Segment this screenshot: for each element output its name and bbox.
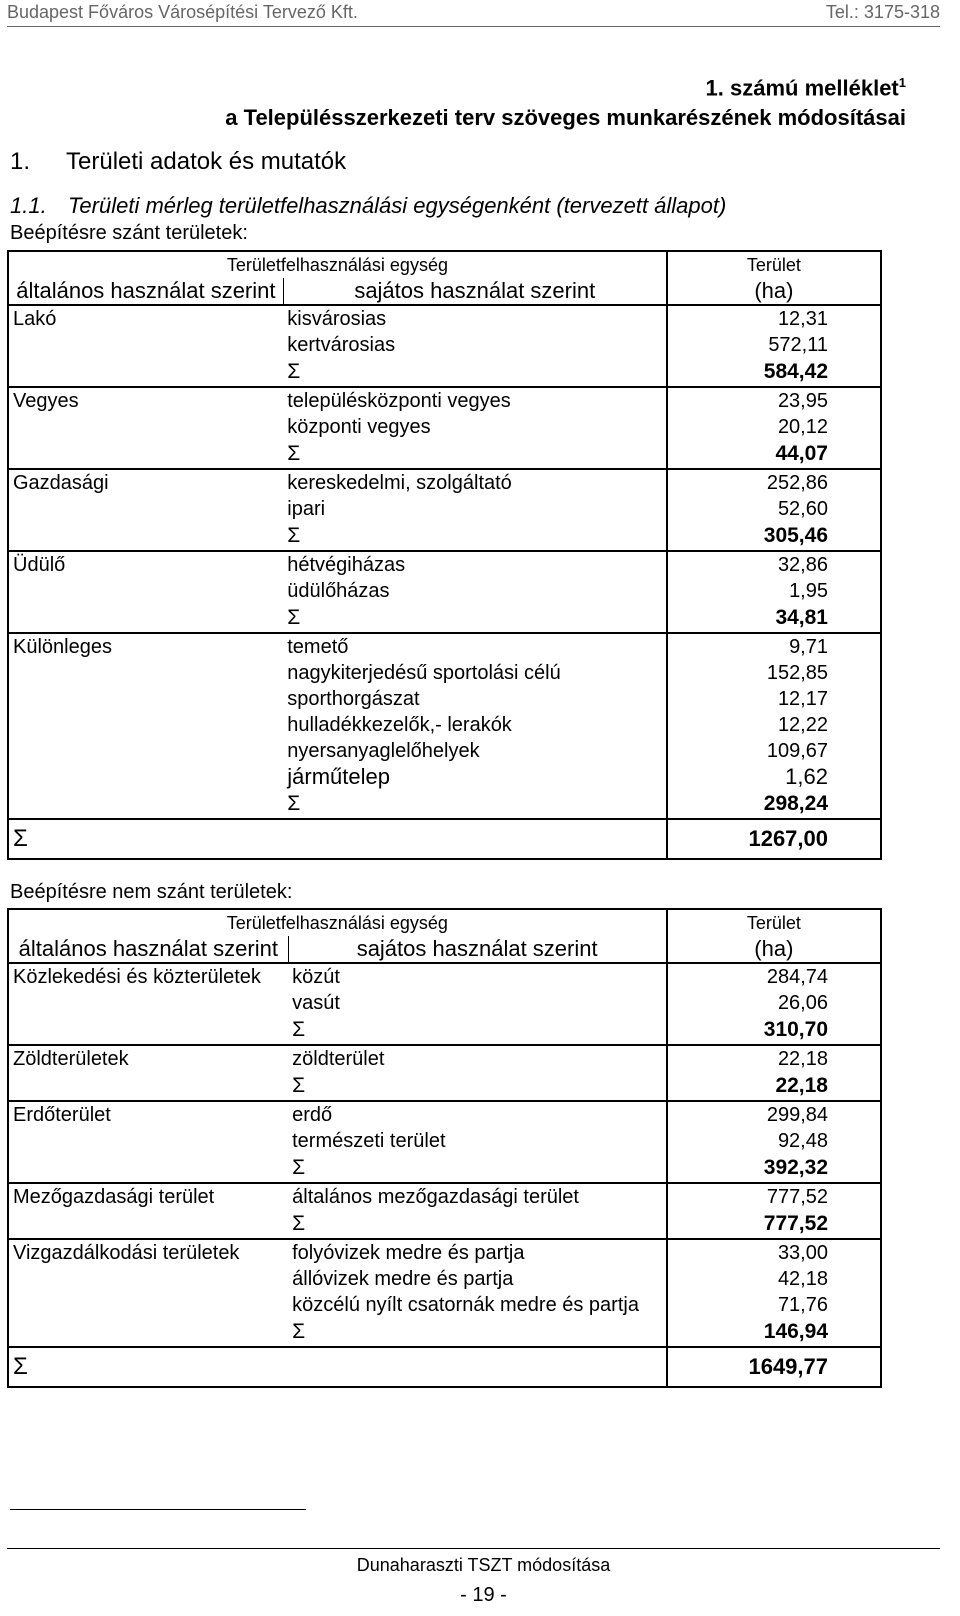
sigma-symbol: Σ [283,790,667,819]
subtotal-empty [8,1016,288,1045]
table-row [8,660,881,686]
area-value: 9,71 [667,633,881,660]
table-row [8,551,881,578]
table-subheader-row [8,278,881,305]
specific-use: általános mezőgazdasági terület [288,1183,667,1210]
table-row [8,963,881,990]
area-value: 109,67 [667,738,881,764]
specific-use: kereskedelmi, szolgáltató [283,469,667,496]
area-value: 12,31 [667,305,881,332]
subtotal-value: 44,07 [667,440,881,469]
group-name-empty [8,496,283,522]
table-header-row [8,909,881,936]
table-row [8,387,881,414]
area-value: 92,48 [667,1128,881,1154]
sigma-symbol: Σ [288,1154,667,1183]
table-row [8,633,881,660]
table-row [8,305,881,332]
group-name-empty [8,764,283,790]
specific-use: közút [288,963,667,990]
specific-use: hétvégiházas [283,551,667,578]
table-row [8,1101,881,1128]
table-row [8,414,881,440]
subsection-heading [10,193,726,219]
specific-use: kertvárosias [283,332,667,358]
subtotal-row [8,1210,881,1239]
section-heading [10,148,346,176]
annex-line1: 1. számú melléklet [705,75,899,101]
table-row [8,578,881,604]
specific-use: zöldterület [288,1045,667,1072]
area-value: 284,74 [667,963,881,990]
grand-total-value: 1267,00 [667,819,881,859]
sigma-symbol: Σ [288,1318,667,1347]
subtotal-row [8,358,881,387]
table-row [8,496,881,522]
total-sigma: Σ [8,819,667,859]
area-value: 1,95 [667,578,881,604]
subtotal-empty [8,358,283,387]
subtotal-empty [8,1154,288,1183]
subtotal-empty [8,440,283,469]
table-built-areas [7,250,882,860]
subtotal-value: 22,18 [667,1072,881,1101]
area-value: 42,18 [667,1266,881,1292]
header-phone: Tel.: 3175-318 [825,2,940,22]
subtotal-row [8,1318,881,1347]
page-header [7,0,940,27]
specific-use: állóvizek medre és partja [288,1266,667,1292]
header-general: általános használat szerint [8,278,283,305]
area-value: 22,18 [667,1045,881,1072]
subtotal-value: 305,46 [667,522,881,551]
annex-title [0,68,906,133]
group-name: Közlekedési és közterületek [8,963,288,990]
subtotal-value: 777,52 [667,1210,881,1239]
group-name-empty [8,332,283,358]
subtotal-row [8,1072,881,1101]
subtotal-value: 34,81 [667,604,881,633]
table-header-row [8,251,881,278]
table-row [8,990,881,1016]
area-value: 20,12 [667,414,881,440]
header-unit-ha: (ha) [667,936,881,963]
group-name: Gazdasági [8,469,283,496]
subtotal-row [8,1016,881,1045]
annex-footnote-mark: 1 [898,75,906,90]
sigma-symbol: Σ [288,1210,667,1239]
group-name: Különleges [8,633,283,660]
specific-use: üdülőházas [283,578,667,604]
specific-use: vasút [288,990,667,1016]
subsection-title: Területi mérleg területfelhasználási egységenként (tervezett állapot) [68,193,727,218]
sigma-symbol: Σ [288,1016,667,1045]
specific-use: hulladékkezelők,- lerakók [283,712,667,738]
subtotal-row [8,440,881,469]
subtotal-value: 392,32 [667,1154,881,1183]
subtotal-empty [8,1210,288,1239]
footnote-separator [10,1509,306,1510]
table-row [8,1128,881,1154]
area-value: 777,52 [667,1183,881,1210]
header-specific: sajátos használat szerint [288,936,667,963]
area-value: 152,85 [667,660,881,686]
specific-use: járműtelep [283,764,667,790]
header-area: Terület [667,909,881,936]
group-name-empty [8,1292,288,1318]
table-row [8,712,881,738]
area-value: 572,11 [667,332,881,358]
header-area: Terület [667,251,881,278]
subtotal-empty [8,1318,288,1347]
specific-use: természeti terület [288,1128,667,1154]
group-name: Vizgazdálkodási területek [8,1239,288,1266]
group-name-empty [8,578,283,604]
sigma-symbol: Σ [288,1072,667,1101]
subtotal-row [8,790,881,819]
header-unit: Területfelhasználási egység [8,909,667,936]
subtotal-empty [8,604,283,633]
table-subheader-row [8,936,881,963]
group-name: Mezőgazdasági terület [8,1183,288,1210]
group-name-empty [8,712,283,738]
specific-use: nyersanyaglelőhelyek [283,738,667,764]
subtotal-value: 298,24 [667,790,881,819]
subtotal-value: 584,42 [667,358,881,387]
table-row [8,469,881,496]
group-name: Zöldterületek [8,1045,288,1072]
group-name-empty [8,990,288,1016]
group-name: Üdülő [8,551,283,578]
sigma-symbol: Σ [283,522,667,551]
group-name-empty [8,414,283,440]
area-value: 26,06 [667,990,881,1016]
area-value: 299,84 [667,1101,881,1128]
grand-total-value: 1649,77 [667,1347,881,1387]
group-name-empty [8,660,283,686]
specific-use: folyóvizek medre és partja [288,1239,667,1266]
group-name-empty [8,1266,288,1292]
area-value: 32,86 [667,551,881,578]
specific-use: nagykiterjedésű sportolási célú [283,660,667,686]
area-value: 12,17 [667,686,881,712]
header-unit-ha: (ha) [667,278,881,305]
table-row [8,1183,881,1210]
section-title: Területi adatok és mutatók [66,148,347,175]
table-row [8,738,881,764]
page-footer [7,1548,940,1607]
sigma-symbol: Σ [283,440,667,469]
header-unit: Területfelhasználási egység [8,251,667,278]
subtotal-row [8,604,881,633]
annex-line2: a Településszerkezeti terv szöveges munkarészének módosításai [225,105,906,131]
subtotal-value: 310,70 [667,1016,881,1045]
specific-use: ipari [283,496,667,522]
group-name-empty [8,738,283,764]
specific-use: közcélú nyílt csatornák medre és partja [288,1292,667,1318]
table-row [8,1266,881,1292]
subtotal-empty [8,522,283,551]
table1-caption: Beépítésre szánt területek: [10,222,248,244]
page-number: - 19 - [460,1584,507,1606]
group-name-empty [8,1128,288,1154]
header-specific: sajátos használat szerint [283,278,667,305]
sigma-symbol: Σ [283,358,667,387]
table-row [8,764,881,790]
area-value: 52,60 [667,496,881,522]
subtotal-row [8,1154,881,1183]
group-name: Vegyes [8,387,283,414]
subtotal-empty [8,1072,288,1101]
area-value: 33,00 [667,1239,881,1266]
specific-use: temető [283,633,667,660]
total-sigma: Σ [8,1347,667,1387]
specific-use: sporthorgászat [283,686,667,712]
header-general: általános használat szerint [8,936,288,963]
section-number: 1. [10,148,31,175]
table2-caption: Beépítésre nem szánt területek: [10,881,293,903]
area-value: 12,22 [667,712,881,738]
subsection-number: 1.1. [10,193,47,218]
grand-total-row [8,1347,881,1387]
subtotal-empty [8,790,283,819]
table-row [8,332,881,358]
area-value: 23,95 [667,387,881,414]
area-value: 1,62 [667,764,881,790]
table-non-built-areas [7,908,882,1388]
table-row [8,686,881,712]
specific-use: településközponti vegyes [283,387,667,414]
specific-use: erdő [288,1101,667,1128]
specific-use: kisvárosias [283,305,667,332]
grand-total-row [8,819,881,859]
group-name: Erdőterület [8,1101,288,1128]
area-value: 252,86 [667,469,881,496]
sigma-symbol: Σ [283,604,667,633]
subtotal-row [8,522,881,551]
group-name-empty [8,686,283,712]
subtotal-value: 146,94 [667,1318,881,1347]
table-row [8,1239,881,1266]
header-company: Budapest Főváros Városépítési Tervező Kft. [7,2,358,22]
table-row [8,1292,881,1318]
specific-use: központi vegyes [283,414,667,440]
table-row [8,1045,881,1072]
area-value: 71,76 [667,1292,881,1318]
group-name: Lakó [8,305,283,332]
footer-title: Dunaharaszti TSZT módosítása [356,1555,611,1575]
